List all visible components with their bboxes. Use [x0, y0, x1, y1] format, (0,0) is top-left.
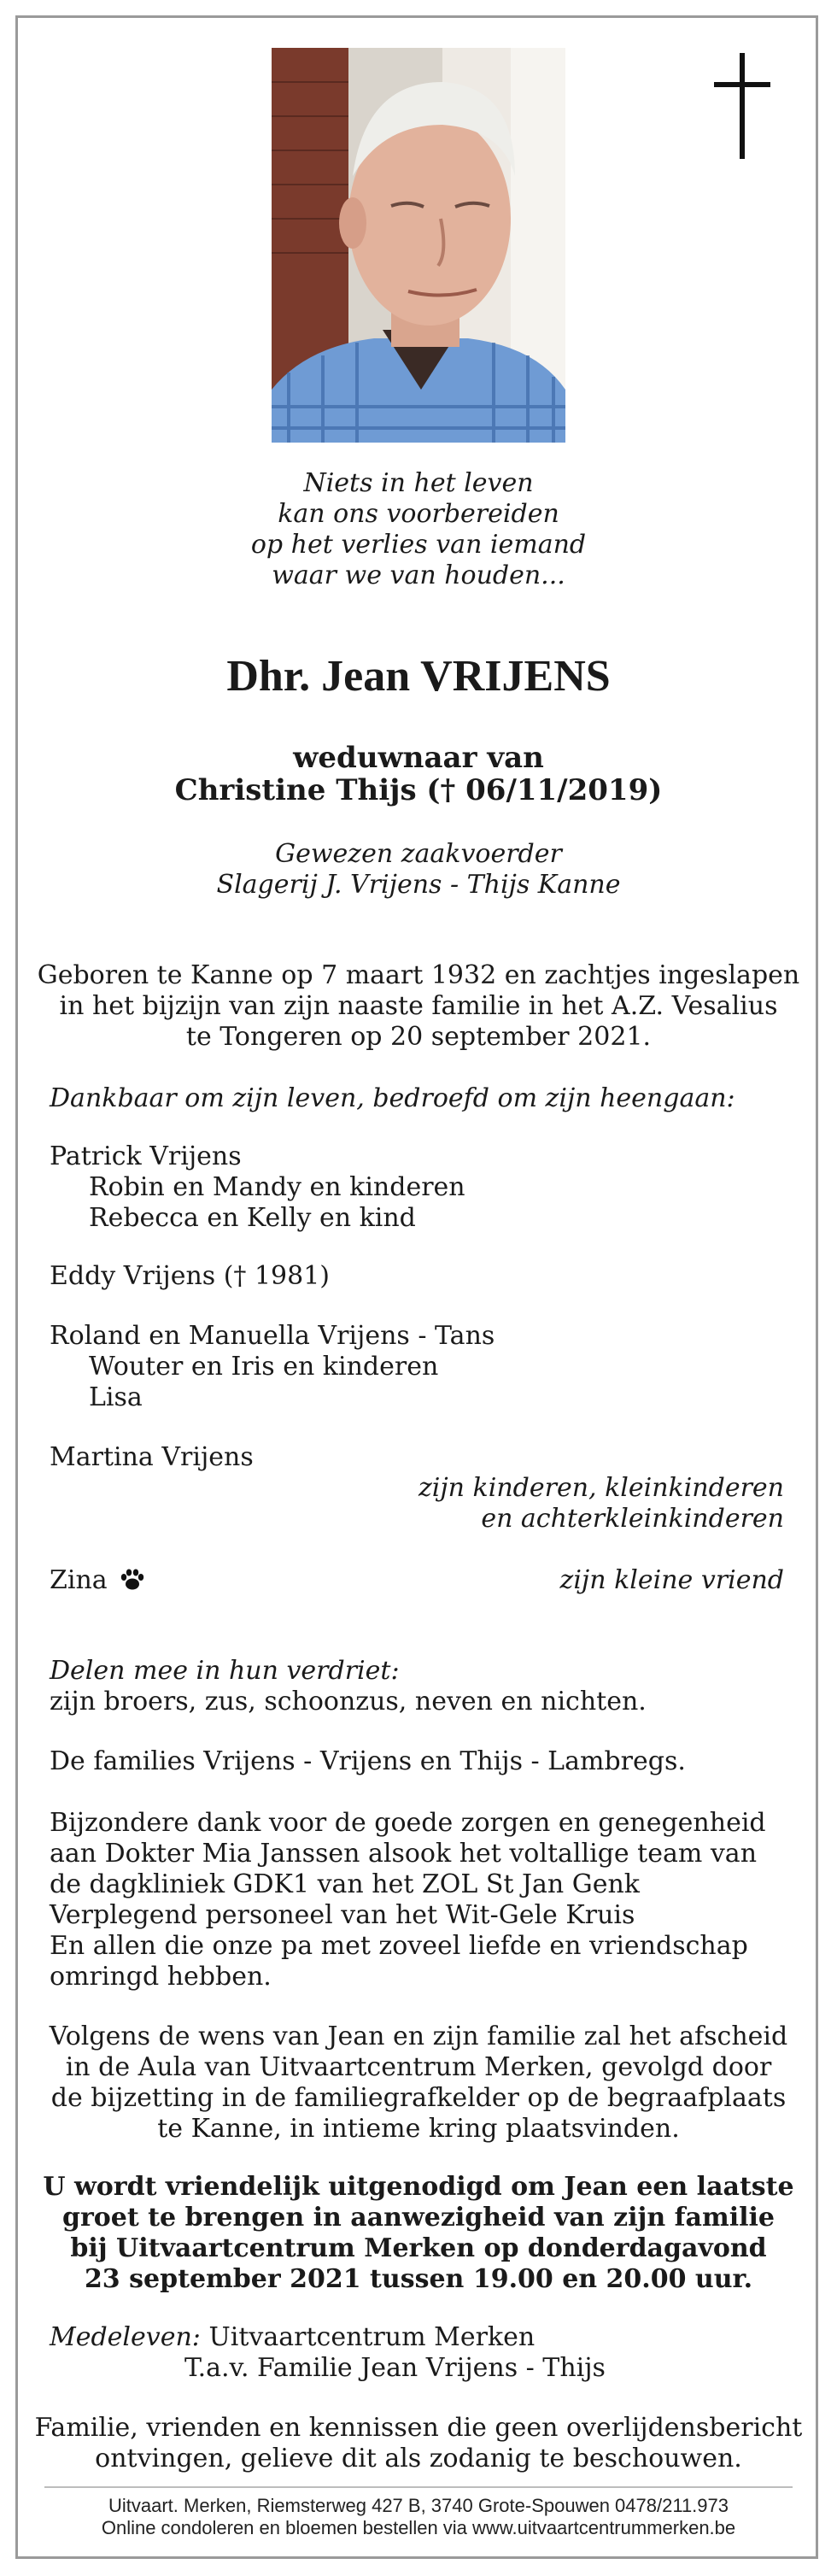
cross-icon: [714, 53, 770, 159]
condolence-value: Uitvaartcentrum Merken: [208, 2322, 536, 2352]
pet-name: Zina: [50, 1565, 108, 1595]
former-occupation: Gewezen zaakvoerder Slagerij J. Vrijens - Thijs Kanne: [216, 839, 621, 900]
portrait-photo: [272, 48, 565, 443]
family-roland-child: Lisa: [89, 1382, 143, 1412]
family-roland-child: Wouter en Iris en kinderen: [89, 1352, 439, 1382]
family-patrick: Patrick Vrijens: [50, 1141, 242, 1171]
paw-icon: [120, 1569, 144, 1591]
condolence-label: Medeleven:: [50, 2322, 201, 2352]
invitation: U wordt vriendelijk uitgenodigd om Jean een laatste groet te brengen in aanwezigheid van zijn familie bij Uitvaartcentrum Merken op donderdagavond 23 september 2021 tussen 19.00 en 20.00 uur.: [43, 2172, 794, 2294]
family-martina: Martina Vrijens: [50, 1442, 254, 1472]
pet: [50, 1565, 144, 1596]
thanks-text: Bijzondere dank voor de goede zorgen en genegenheid aan Dokter Mia Janssen alsook het voltallige team van de dagkliniek GDK1 van het ZOL St Jan Genk Verplegend personeel van het Wit-Gele Kruis En allen die onze pa met zoveel liefde en vriendschap omringd hebben.: [50, 1808, 766, 1992]
footer-website[interactable]: Online condoleren en bloemen bestellen via www.uitvaartcentrummerken.be: [101, 2517, 736, 2538]
condolence-attn: T.a.v. Familie Jean Vrijens - Thijs: [184, 2353, 606, 2383]
ceremony-text: Volgens de wens van Jean en zijn familie zal het afscheid in de Aula van Uitvaartcentrum Merken, gevolgd door de bijzetting in de familiegrafkelder op de begraafplaats te Kanne, in intieme kring plaatsvinden.: [49, 2021, 788, 2144]
quote: Niets in het leven kan ons voorbereiden op het verlies van iemand waar we van houden...: [250, 468, 587, 590]
relation: weduwnaar van: [293, 741, 544, 775]
family-patrick-child: Robin en Mandy en kinderen: [89, 1172, 465, 1202]
footer-divider: [44, 2486, 793, 2488]
family-patrick-child: Rebecca en Kelly en kind: [89, 1203, 416, 1233]
condolence: [50, 2322, 535, 2353]
family-roland: Roland en Manuella Vrijens - Tans: [50, 1321, 495, 1351]
family-eddy: Eddy Vrijens († 1981): [50, 1261, 330, 1291]
footer: [34, 2495, 803, 2539]
pet-role: zijn kleine vriend: [559, 1565, 784, 1595]
share-text: zijn broers, zus, schoonzus, neven en nichten.: [50, 1687, 647, 1716]
footer-address: Uitvaart. Merken, Riemsterweg 427 B, 3740 Grote-Spouwen 0478/211.973: [108, 2495, 729, 2516]
grateful-line: Dankbaar om zijn leven, bedroefd om zijn heengaan:: [50, 1083, 735, 1113]
spouse: Christine Thijs († 06/11/2019): [174, 773, 663, 807]
closing-text: Familie, vrienden en kennissen die geen overlijdensbericht ontvingen, gelieve dit als zodanig te beschouwen.: [34, 2413, 803, 2473]
birth-death-text: Geboren te Kanne op 7 maart 1932 en zachtjes ingeslapen in het bijzijn van zijn naaste familie in het A.Z. Vesalius te Tongeren op 20 september 2021.: [37, 960, 800, 1052]
share-title: Delen mee in hun verdriet:: [50, 1656, 400, 1686]
families: De families Vrijens - Vrijens en Thijs - Lambregs.: [50, 1746, 686, 1776]
deceased-name: Dhr. Jean VRIJENS: [226, 652, 611, 701]
family-role: zijn kinderen, kleinkinderen en achterkleinkinderen: [418, 1473, 784, 1534]
